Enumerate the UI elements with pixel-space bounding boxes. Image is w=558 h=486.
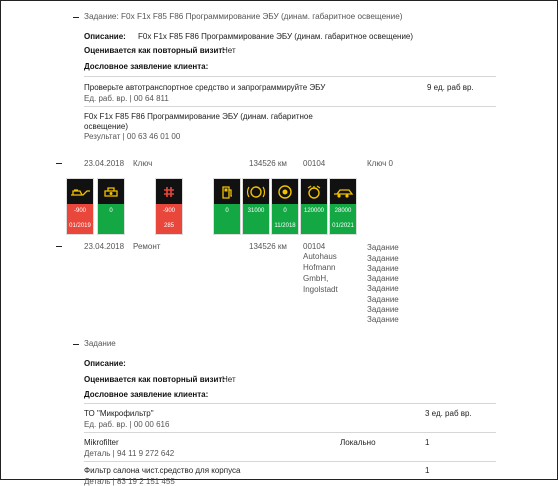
part-name: Фильтр салона чист.средство для корпуса xyxy=(84,466,241,475)
cbs-tile-oil xyxy=(66,178,94,235)
dealer-line: Ingolstadt xyxy=(303,285,338,294)
tile-date: 285 xyxy=(156,218,182,234)
tile-date xyxy=(301,218,327,234)
cbs-tile-brake-pads xyxy=(242,178,270,235)
task-link[interactable]: Задание xyxy=(367,295,399,304)
car-service-icon xyxy=(330,179,356,204)
divider xyxy=(84,76,496,77)
tile-value: 120000 xyxy=(301,204,327,218)
part-name: Mikrofilter xyxy=(84,438,119,447)
job-sub: Ед. раб. вр. | 00 00 616 xyxy=(84,420,170,429)
cbs-tile-vehicle-check xyxy=(329,178,357,235)
tile-gap xyxy=(126,178,154,235)
oil-service-icon xyxy=(67,179,93,204)
cbs-tile-fuel xyxy=(213,178,241,235)
task-link[interactable]: Задание xyxy=(367,243,399,252)
repeat-visit-label: Оценивается как повторный визит: xyxy=(84,46,226,55)
tile-value: 0 xyxy=(98,204,124,218)
task-link[interactable]: Задание xyxy=(367,264,399,273)
part-qty: 1 xyxy=(425,466,430,475)
collapse-icon[interactable] xyxy=(56,163,62,164)
job-sub: Ед. раб. вр. | 00 64 811 xyxy=(84,94,169,103)
divider xyxy=(84,432,496,433)
part-qty: 1 xyxy=(425,438,430,447)
job-title: Проверьте автотранспортное средство и запрограммируйте ЭБУ xyxy=(84,83,326,92)
tile-date xyxy=(98,218,124,234)
part-location: Локально xyxy=(340,438,376,447)
cbs-tile-brake-rear xyxy=(300,178,328,235)
job-title: F0x F1x F85 F86 Программирование ЭБУ (динам. габаритное xyxy=(84,112,313,121)
tile-value: 0 xyxy=(272,204,298,218)
repeat-visit-value: Нет xyxy=(222,375,236,384)
job-sub: Результат | 00 63 46 01 00 xyxy=(84,132,181,141)
tile-value: 31000 xyxy=(243,204,269,218)
visit-date: 23.04.2018 xyxy=(84,159,125,168)
divider xyxy=(84,461,496,462)
job-title-cont: освещение) xyxy=(84,122,128,131)
visit-mileage: 134526 км xyxy=(249,242,287,251)
cbs-tile-brake-fluid xyxy=(97,178,125,235)
visit-extra: Ключ 0 xyxy=(367,159,393,168)
tile-value: -900 xyxy=(67,204,93,218)
visit-type: Ключ xyxy=(133,159,153,168)
task-link[interactable]: Задание xyxy=(367,254,399,263)
divider xyxy=(84,403,496,404)
task-title: Задание xyxy=(84,339,116,348)
collapse-icon[interactable] xyxy=(73,344,79,345)
repeat-visit-label: Оценивается как повторный визит: xyxy=(84,375,226,384)
repeat-visit-value: Нет xyxy=(222,46,236,55)
task-link[interactable]: Задание xyxy=(367,315,399,324)
brake-warning-icon xyxy=(272,179,298,204)
tile-value: -900 xyxy=(156,204,182,218)
job-units: 9 ед. раб вр. xyxy=(427,83,474,92)
tile-date xyxy=(214,218,240,234)
job-units: 3 ед. раб вр. xyxy=(425,409,472,418)
dealer-line: Hofmann xyxy=(303,263,336,272)
visit-type: Ремонт xyxy=(133,242,161,251)
description-label: Описание: xyxy=(84,359,126,368)
cbs-tile-brake-check xyxy=(271,178,299,235)
divider xyxy=(84,106,496,107)
tile-date: 11/2018 xyxy=(272,218,298,234)
tile-value: 28000 xyxy=(330,204,356,218)
hash-icon xyxy=(156,179,182,204)
visit-code: 00104 xyxy=(303,242,326,251)
dealer-line: GmbH, xyxy=(303,274,329,283)
tile-date: 01/2019 xyxy=(67,218,93,234)
fuel-icon xyxy=(214,179,240,204)
visit-mileage: 134526 км xyxy=(249,159,287,168)
task-title: Задание: F0x F1x F85 F86 Программирование ЭБУ (динам. габаритное освещение) xyxy=(84,12,403,21)
description-value: F0x F1x F85 F86 Программирование ЭБУ (динам. габаритное освещение) xyxy=(138,32,414,41)
cbs-tile-inspection xyxy=(155,178,183,235)
tile-date: 01/2021 xyxy=(330,218,356,234)
client-statement-label: Дословное заявление клиента: xyxy=(84,390,209,399)
collapse-icon[interactable] xyxy=(73,17,79,18)
part-number: Деталь | 94 11 9 272 642 xyxy=(84,449,175,458)
tile-value: 0 xyxy=(214,204,240,218)
brake-rear-icon xyxy=(301,179,327,204)
visit-date: 23.04.2018 xyxy=(84,242,125,251)
part-number: Деталь | 83 19 2 151 455 xyxy=(84,477,175,486)
client-statement-label: Дословное заявление клиента: xyxy=(84,62,209,71)
description-label: Описание: xyxy=(84,32,126,41)
tile-date xyxy=(243,218,269,234)
task-link[interactable]: Задание xyxy=(367,274,399,283)
task-link[interactable]: Задание xyxy=(367,284,399,293)
collapse-icon[interactable] xyxy=(56,246,62,247)
brake-fluid-icon xyxy=(98,179,124,204)
job-title: ТО "Микрофильтр" xyxy=(84,409,154,418)
visit-code: 00104 xyxy=(303,159,326,168)
task-link[interactable]: Задание xyxy=(367,305,399,314)
brake-pad-icon xyxy=(243,179,269,204)
dealer-line: Autohaus xyxy=(303,252,337,261)
